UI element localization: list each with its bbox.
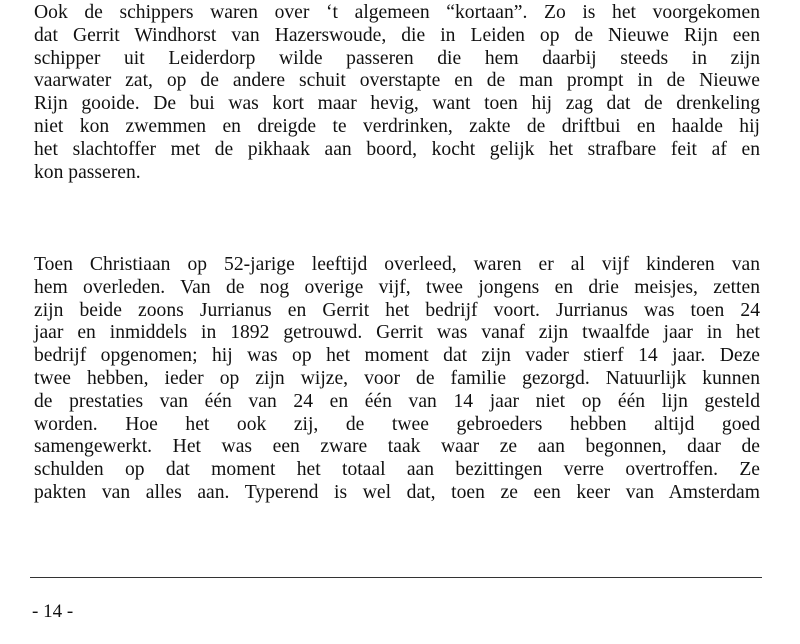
- text-line: het slachtoffer met de pikhaak aan boord, kocht gelijk het strafbare feit af en: [34, 138, 760, 160]
- text-line: twee hebben, ieder op zijn wijze, voor de familie gezorgd. Natuurlijk kunnen: [34, 367, 760, 389]
- text-line: worden. Hoe het ook zij, de twee gebroeders hebben altijd goed: [34, 413, 760, 435]
- text-line: kon passeren.: [34, 161, 141, 183]
- text-line: bedrijf opgenomen; hij was op het moment dat zijn vader stierf 14 jaar. Deze: [34, 345, 760, 367]
- text-line: niet kon zwemmen en dreigde te verdrinken, zakte de driftbui en haalde hij: [34, 115, 760, 137]
- text-line: zijn beide zoons Jurrianus en Gerrit het bedrijf voort. Jurrianus was toen 24: [34, 299, 760, 321]
- text-line: Rijn gooide. De bui was kort maar hevig, want toen hij zag dat de drenkeling: [34, 93, 760, 115]
- text-line: vaarwater zat, op de andere schuit overstapte en de man prompt in de Nieuwe: [34, 70, 760, 92]
- paragraph-schippers: [34, 2, 760, 184]
- text-line: de prestaties van één van 24 en één van 14 jaar niet op één lijn gesteld: [34, 390, 760, 412]
- text-line: pakten van alles aan. Typerend is wel dat, toen ze een keer van Amsterdam: [34, 481, 760, 503]
- text-line: schulden op dat moment het totaal aan bezittingen verre overtroffen. Ze: [34, 459, 760, 481]
- text-line: Ook de schippers waren over ‘t algemeen “kortaan”. Zo is het voorgekomen: [34, 2, 760, 23]
- text-line: samengewerkt. Het was een zware taak waar ze aan begonnen, daar de: [34, 436, 760, 458]
- paragraph-christiaan: [34, 254, 760, 505]
- text-line: schipper uit Leiderdorp wilde passeren die hem daarbij steeds in zijn: [34, 47, 760, 69]
- page-number: - 14 -: [32, 601, 74, 622]
- footer-divider: [30, 577, 762, 578]
- text-line: hem overleden. Van de nog overige vijf, twee jongens en drie meisjes, zetten: [34, 276, 760, 298]
- text-line: Toen Christiaan op 52-jarige leeftijd overleed, waren er al vijf kinderen van: [34, 254, 760, 275]
- text-line: dat Gerrit Windhorst van Hazerswoude, die in Leiden op de Nieuwe Rijn een: [34, 24, 760, 46]
- text-line: jaar en inmiddels in 1892 getrouwd. Gerrit was vanaf zijn twaalfde jaar in het: [34, 322, 760, 344]
